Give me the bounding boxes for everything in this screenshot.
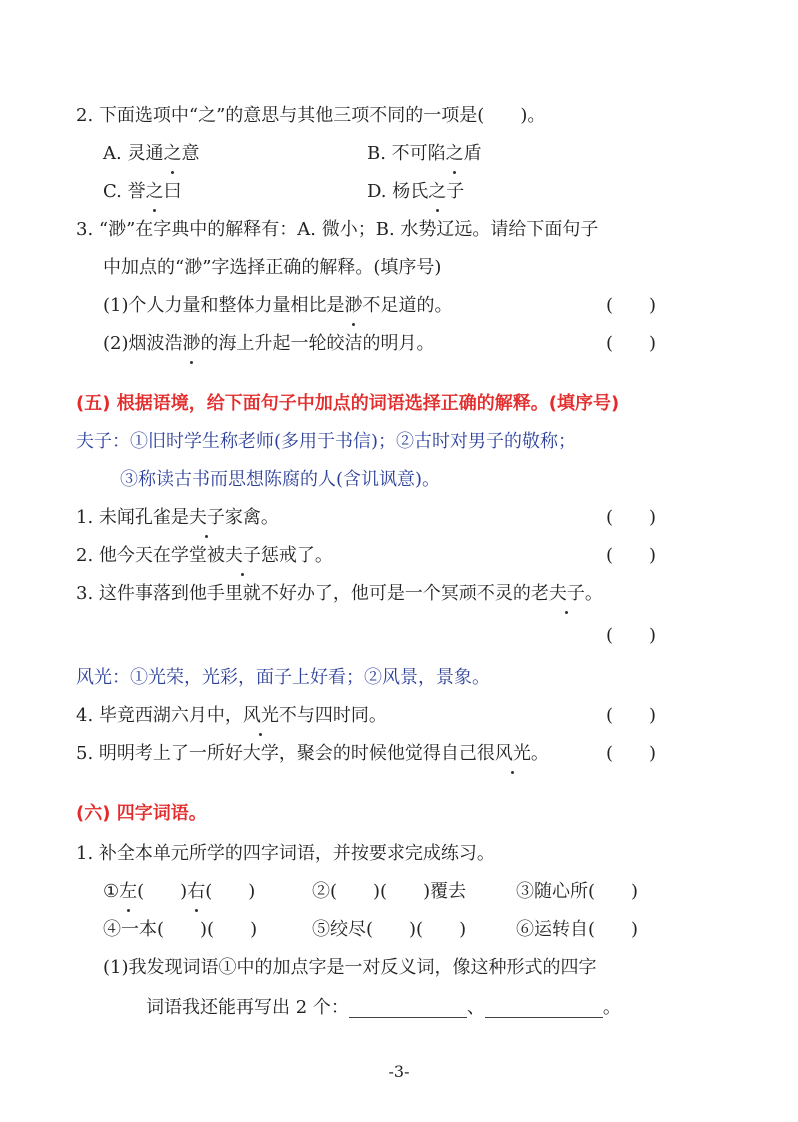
fill-blank-2[interactable] xyxy=(485,999,603,1018)
answer-blank[interactable]: ( ) xyxy=(606,625,657,646)
q3-stem-line-1 xyxy=(0,215,798,245)
sec5-item-1-text: 1. 未闻孔雀是夫子家禽。 xyxy=(76,503,279,533)
q2-options-row-2 xyxy=(0,177,798,207)
sec6-sub1-text-2: 词语我还能再写出 2 个： 、 。 xyxy=(146,997,621,1018)
q3-sentence-2 xyxy=(0,329,798,359)
q2-options-row-1 xyxy=(0,139,798,169)
sec6-q1: 1. 补全本单元所学的四字词语，并按要求完成练习。 xyxy=(76,843,495,864)
sec6-sub1-text-1: (1)我发现词语①中的加点字是一对反义词，像这种形式的四字 xyxy=(103,957,597,978)
idiom-row-2 xyxy=(0,915,798,945)
q3-sentence-1-text: (1)个人力量和整体力量相比是渺不足道的。 xyxy=(103,291,453,321)
sec5-item-4 xyxy=(0,701,798,731)
idiom-row-1 xyxy=(0,877,798,907)
def-fuzi-line-1 xyxy=(0,427,798,457)
answer-blank[interactable]: ( ) xyxy=(606,743,657,764)
sec6-sub1-line-2 xyxy=(0,993,798,1023)
answer-blank[interactable]: ( ) xyxy=(606,333,657,354)
q2-stem: 2. 下面选项中“之”的意思与其他三项不同的一项是( )。 xyxy=(76,105,546,126)
section-5-title: (五) 根据语境，给下面句子中加点的词语选择正确的解释。(填序号) xyxy=(76,393,620,414)
section-6-title: (六) 四字词语。 xyxy=(76,803,207,824)
q3-stem-1: 3. “渺”在字典中的解释有：A. 微小；B. 水势辽远。请给下面句子 xyxy=(76,219,599,240)
q2-option-d: D. 杨氏之子 xyxy=(367,177,464,207)
sec5-item-2-text: 2. 他今天在学堂被夫子惩戒了。 xyxy=(76,541,333,571)
q3-sentence-1 xyxy=(0,291,798,321)
q2-option-b: B. 不可陷之盾 xyxy=(367,139,482,169)
def-fengguang: 风光：①光荣，光彩，面子上好看；②风景，景象。 xyxy=(76,667,490,688)
sec5-item-3-answer xyxy=(0,621,798,651)
sec5-item-3-text: 3. 这件事落到他手里就不好办了，他可是一个冥顽不灵的老夫子。 xyxy=(76,579,603,609)
answer-blank[interactable]: ( ) xyxy=(606,507,657,528)
idiom-5: ⑤绞尽( )( ) xyxy=(312,919,467,940)
sec5-item-1 xyxy=(0,503,798,533)
answer-blank[interactable]: ( ) xyxy=(606,295,657,316)
sec5-item-4-text: 4. 毕竟西湖六月中，风光不与四时同。 xyxy=(76,701,387,731)
idiom-4: ④一本( )( ) xyxy=(103,919,258,940)
section-5-title-line xyxy=(0,389,798,419)
idiom-2: ②( )( )覆去 xyxy=(312,881,467,902)
idiom-1: ①左( )右( ) xyxy=(103,877,255,907)
sec5-item-3 xyxy=(0,579,798,609)
q2-option-a: A. 灵通之意 xyxy=(103,139,199,169)
def-fuzi-line-2 xyxy=(0,465,798,495)
q3-stem-line-2 xyxy=(0,253,798,283)
q2-stem-line xyxy=(0,101,798,131)
q3-sentence-2-text: (2)烟波浩渺的海上升起一轮皎洁的明月。 xyxy=(103,329,435,359)
def-fengguang-line xyxy=(0,663,798,693)
sec5-item-5-text: 5. 明明考上了一所好大学，聚会的时候他觉得自己很风光。 xyxy=(76,739,549,769)
fill-blank-1[interactable] xyxy=(349,999,467,1018)
sec5-item-2 xyxy=(0,541,798,571)
q3-stem-2: 中加点的“渺”字选择正确的解释。(填序号) xyxy=(103,257,442,278)
page-number: -3- xyxy=(388,1062,410,1081)
section-6-title-line xyxy=(0,799,798,829)
sec5-item-5 xyxy=(0,739,798,769)
sec6-q1-line xyxy=(0,839,798,869)
answer-blank[interactable]: ( ) xyxy=(606,545,657,566)
def-fuzi-2: ③称读古书而思想陈腐的人(含讥讽意)。 xyxy=(120,469,441,490)
answer-blank[interactable]: ( ) xyxy=(606,705,657,726)
def-fuzi-1: 夫子：①旧时学生称老师(多用于书信)；②古时对男子的敬称； xyxy=(76,431,577,452)
idiom-6: ⑥运转自( ) xyxy=(516,919,639,940)
sec6-sub1-line-1 xyxy=(0,953,798,983)
idiom-3: ③随心所( ) xyxy=(516,881,639,902)
q2-option-c: C. 誉之曰 xyxy=(103,177,182,207)
